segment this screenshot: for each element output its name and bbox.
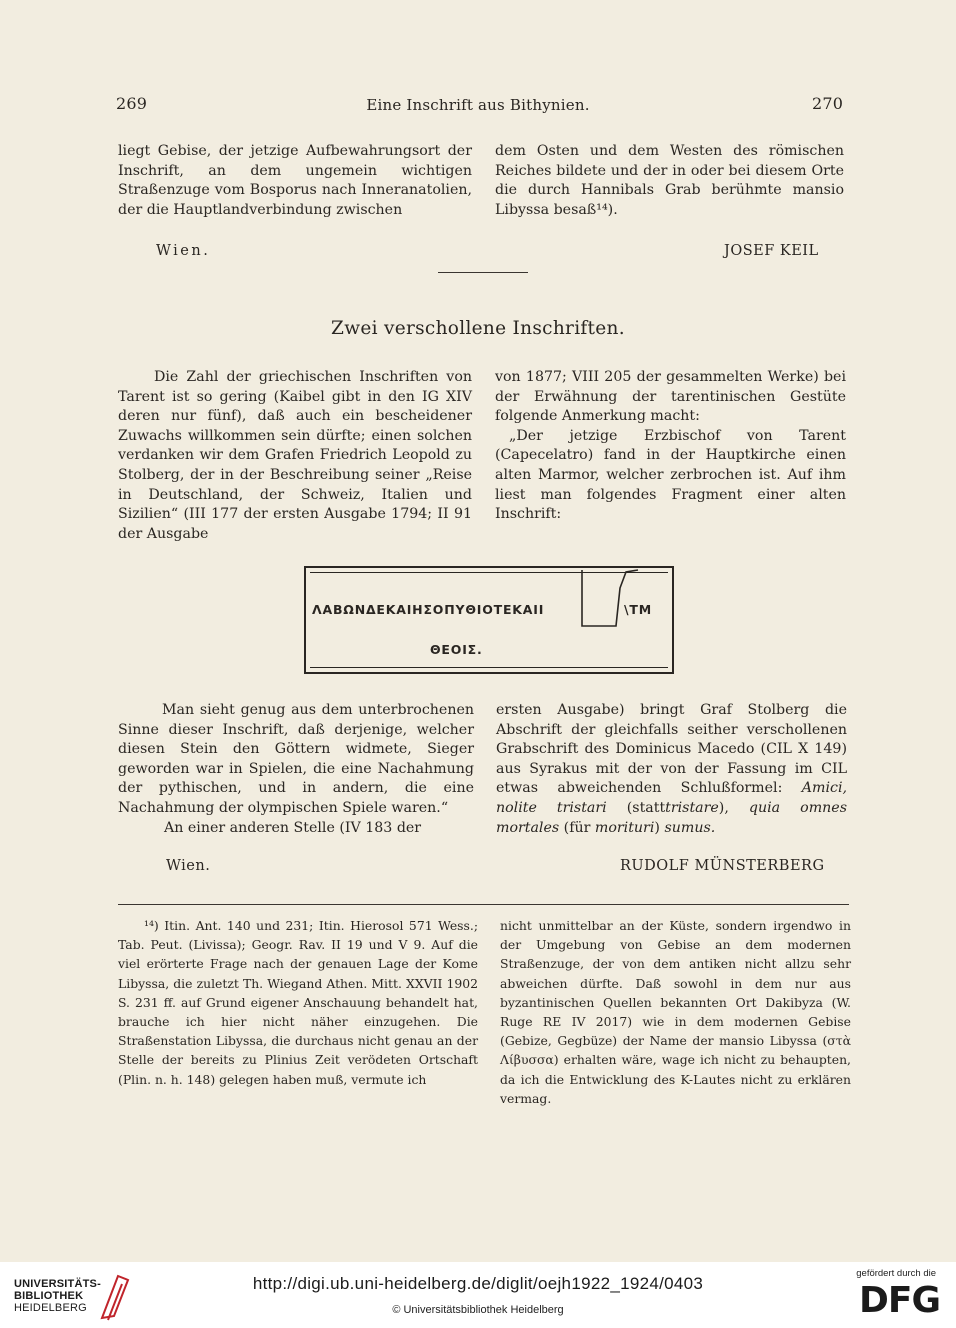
page-number-right: 270 xyxy=(812,94,844,113)
article2-right-b-italic4: morituri xyxy=(594,819,655,836)
page-number-left: 269 xyxy=(116,94,148,113)
running-title: Eine Inschrift aus Bithynien. xyxy=(366,96,590,114)
article1-left-column xyxy=(118,142,472,220)
copyright-notice: © Universitätsbibliothek Heidelberg xyxy=(392,1304,564,1316)
article2-right-b-italic2: tristare xyxy=(665,799,719,816)
article2-left-column-b xyxy=(118,701,474,838)
article1-place: Wien. xyxy=(156,243,211,259)
article2-place: Wien. xyxy=(166,858,211,874)
article2-right-text-1: von 1877; VIII 205 der gesammelten Werke) bei der Erwähnung der tarentinischen Gestüte folgende Anmerkung macht: xyxy=(495,369,846,425)
article2-left-text: Die Zahl der griechischen Inschriften von Tarent ist so gering (Kaibel gibt in den IG XIV deren nur fünf), daß auch ein bescheidener Zuwachs willkommen sein dürfte; einen solchen verdanken wir dem Grafen Friedrich Leopold zu Stolberg, der in der Beschreibung seiner „Reise in Deutschland, der Schweiz, Italien und Sizilien“ (III 177 der ersten Ausgabe 1794; II 91 der Ausgabe xyxy=(118,369,472,542)
inscription-line-2: ΘΕΟΙΣ. xyxy=(430,642,483,657)
article2-right-b-italic5: sumus. xyxy=(664,819,716,836)
library-name-line3: HEIDELBERG xyxy=(14,1302,87,1314)
article2-right-b-italic3: quia omnes mortales xyxy=(496,799,847,836)
article2-right-b-mid3: (für xyxy=(563,819,591,836)
article2-right-b-mid: (statt xyxy=(626,799,666,816)
article2-right-b-text: ersten Ausgabe) bringt Graf Stolberg die Abschrift der gleichfalls seither verschollenen Grabschrift des Dominicus Macedo (CIL X 149) aus Syrakus mit der von der Fassung im CIL etwas abweichenden Schlußformel: xyxy=(496,702,847,797)
digital-library-footer xyxy=(0,1262,956,1328)
section-divider xyxy=(438,272,528,273)
footnote-rule xyxy=(118,904,849,905)
article2-right-b-italic1: Amici, nolite tristari xyxy=(496,780,848,816)
inscription-line-1-right: \ΤΜ xyxy=(624,602,652,617)
footnote-right-column xyxy=(500,916,851,1108)
footnote-14-right: nicht unmittelbar an der Küste, sondern irgendwo in der Umgebung von Gebise an dem modernen Straßenzuge, der von dem antiken nicht allzu sehr abweichen dürfte. Daß sowohl in dem nur aus byzantinischen Quellen bekannten Ort Dakibyza (W. Ruge RE IV 2017) wie in dem modernen Gebise (Gebize, Gegbüze) der Name der mansio Libyssa (στὰ Λίβυσσα) erhalten wäre, wage ich nicht zu behaupten, da ich die Entwicklung des K-Lautes nicht zu erklären vermag. xyxy=(500,918,851,1106)
article2-right-column xyxy=(495,368,846,525)
inscription-fragment xyxy=(304,566,674,674)
library-name-line2: BIBLIOTHEK xyxy=(14,1290,84,1302)
footnote-left-column xyxy=(118,916,478,1089)
article2-left-column xyxy=(118,368,472,544)
article2-right-b-end: ) xyxy=(654,819,660,836)
inscription-line-1: ΛΑΒΩΝΔΕΚΑΙΗΣΟΠΥΘΙΟΤΕΚΑΙΙ xyxy=(312,602,545,617)
article2-left-text-b2: An einer anderen Stelle (IV 183 der xyxy=(164,819,422,836)
article1-left-text: liegt Gebise, der jetzige Aufbewahrungsort der Inschrift, an dem ungemein wichtigen Straßenzuge vom Bosporus nach Inneranatolien, der die Hauptlandverbindung zwischen xyxy=(118,143,472,218)
article1-author: JOSEF KEIL xyxy=(724,243,819,259)
funded-by-label: gefördert durch die xyxy=(856,1268,936,1279)
article2-left-text-b1: Man sieht genug aus dem unterbrochenen Sinne dieser Inschrift, daß derjenige, welcher diesen Stein den Göttern widmete, Sieger geworden war in Spielen, die eine Nachahmung der pythischen, und in andern, die eine Nachahmung der olympischen Spiele waren.“ xyxy=(118,702,474,816)
dfg-logo: DFG xyxy=(858,1280,940,1321)
article2-author: RUDOLF MÜNSTERBERG xyxy=(620,858,825,874)
article1-right-column xyxy=(495,142,844,220)
permalink-url[interactable]: http://digi.ub.uni-heidelberg.de/diglit/oejh1922_1924/0403 xyxy=(252,1274,704,1293)
article1-right-text: dem Osten und dem Westen des römischen Reiches bildete und der in oder bei diesem Orte die durch Hannibals Grab berühmte mansio Libyssa besaß¹⁴). xyxy=(495,143,844,218)
article2-right-column-b xyxy=(496,701,847,838)
article2-right-text-b xyxy=(496,701,847,838)
article2-title: Zwei verschollene Inschriften. xyxy=(331,318,625,339)
inscription-break-line xyxy=(304,566,670,670)
article2-right-b-mid2: ), xyxy=(718,799,729,816)
library-name-line1: UNIVERSITÄTS- xyxy=(14,1278,101,1290)
article2-right-text-2: „Der jetzige Erzbischof von Tarent (Capecelatro) fand in der Hauptkirche einen alten Marmor, welcher zerbrochen ist. Auf ihm liest man folgendes Fragment einer alten Inschrift: xyxy=(495,427,846,523)
footnote-14-left: ¹⁴) Itin. Ant. 140 und 231; Itin. Hierosol 571 Wess.; Tab. Peut. (Livissa); Geogr. Rav. II 19 und V 9. Auf die viel erörterte Frage nach der genauen Lage der Kome Libyssa, die zuletzt Th. Wiegand Athen. Mitt. XXVII 1902 S. 231 ff. auf Grund eigener Anschauung behandelt hat, brauche ich hier nicht näher einzugehen. Die Straßenstation Libyssa, die durchaus nicht genau an der Stelle der bereits zu Plinius Zeit verödeten Ortschaft (Plin. n. h. 148) gelegen haben muß, vermute ich xyxy=(118,918,478,1087)
